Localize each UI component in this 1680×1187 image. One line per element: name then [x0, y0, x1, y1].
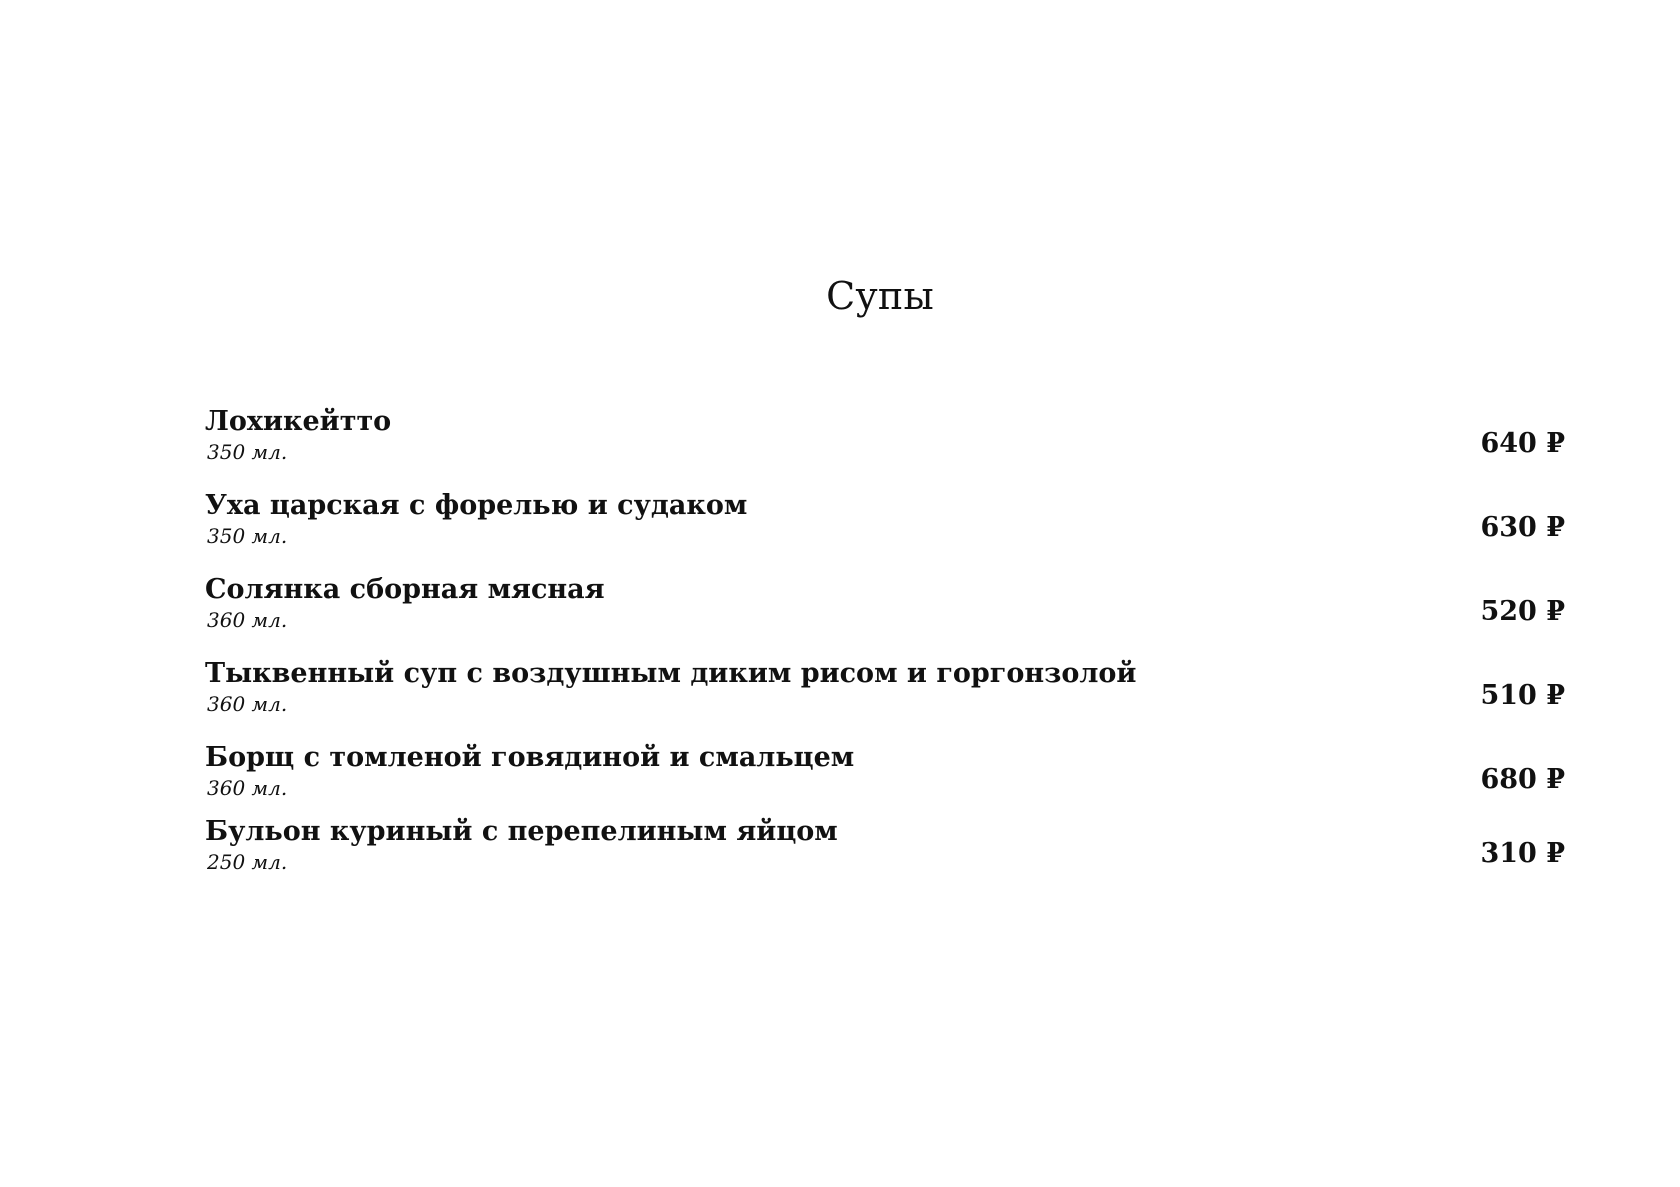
menu-item	[205, 574, 1565, 658]
menu-item	[205, 816, 1565, 886]
menu-item-volume: 360 мл.	[207, 692, 288, 716]
menu-item-volume: 250 мл.	[207, 850, 288, 874]
menu-item-name: Лохикейтто	[205, 406, 392, 437]
menu-item-price: 680 ₽	[1480, 764, 1565, 795]
menu-item	[205, 406, 1565, 490]
menu-item-name: Бульон куриный с перепелиным яйцом	[205, 816, 838, 847]
menu-item	[205, 742, 1565, 816]
menu-item-price: 310 ₽	[1480, 838, 1565, 869]
menu-section-title: Супы	[826, 274, 934, 319]
menu-item-volume: 360 мл.	[207, 608, 288, 632]
menu-item-price: 640 ₽	[1480, 428, 1565, 459]
menu-item-price: 630 ₽	[1480, 512, 1565, 543]
menu-item-price: 510 ₽	[1480, 680, 1565, 711]
menu-item-name: Солянка сборная мясная	[205, 574, 605, 605]
menu-item-name: Тыквенный суп с воздушным диким рисом и горгонзолой	[205, 658, 1137, 689]
menu-item	[205, 658, 1565, 742]
menu-item-name: Уха царская с форелью и судаком	[205, 490, 748, 521]
menu-item-volume: 360 мл.	[207, 776, 288, 800]
menu-item-volume: 350 мл.	[207, 440, 288, 464]
menu-item	[205, 490, 1565, 574]
menu-item-volume: 350 мл.	[207, 524, 288, 548]
menu-item-name: Борщ с томленой говядиной и смальцем	[205, 742, 855, 773]
menu-list	[205, 406, 1565, 886]
menu-item-price: 520 ₽	[1480, 596, 1565, 627]
